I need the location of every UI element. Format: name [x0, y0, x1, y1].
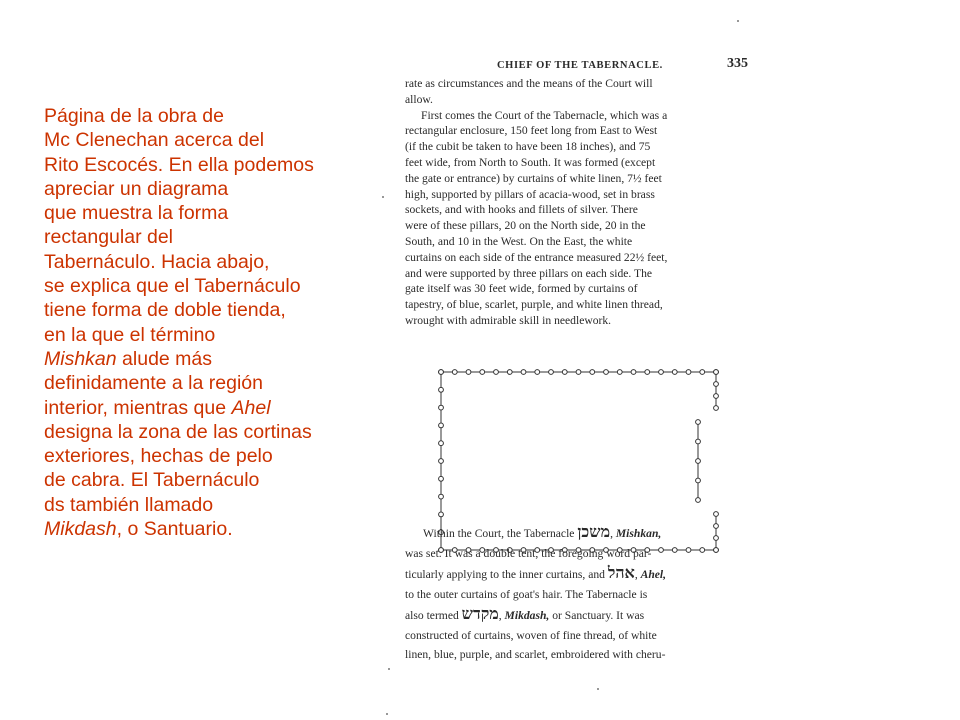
book-page-scan [405, 50, 750, 661]
caption-line: rectangular del [44, 226, 173, 249]
running-head [405, 50, 750, 76]
pillar [439, 387, 444, 392]
text-line: high, supported by pillars of acacia-wood, set in brass [405, 187, 655, 201]
pillar [439, 423, 444, 428]
pillar [494, 370, 499, 375]
pillar [590, 370, 595, 375]
pillar [439, 441, 444, 446]
text-line [405, 522, 750, 544]
text-line: (if the cubit be taken to have been 18 inches), and 75 [405, 140, 651, 154]
text-line: linen, blue, purple, and scarlet, embroidered with cheru- [405, 648, 666, 661]
text-line: First comes the Court of the Tabernacle, which was a [421, 108, 668, 122]
paragraph-3 [405, 522, 750, 665]
term-ahel-en: Ahel, [640, 568, 667, 581]
pillar [439, 459, 444, 464]
caption-line: Mc Clenechan acerca del [44, 129, 265, 152]
text-segment: , [634, 568, 641, 581]
caption-line: definidamente a la región [44, 372, 263, 395]
scan-speck [597, 688, 599, 690]
pillar [562, 370, 567, 375]
pillar [576, 370, 581, 375]
pillar [535, 370, 540, 375]
pillar [696, 478, 701, 483]
spanish-caption [44, 104, 384, 541]
caption-line: en la que el término [44, 323, 216, 346]
pillar [439, 476, 444, 481]
caption-line: Tabernáculo. Hacia abajo, [44, 250, 270, 273]
paragraph-2 [405, 108, 750, 329]
text-line: to the outer curtains of goat's hair. The Tabernacle is [405, 587, 648, 601]
text-line: gate itself was 30 feet wide, formed by curtains of [405, 282, 638, 296]
caption-line: de cabra. El Tabernáculo [44, 469, 260, 492]
hebrew-mishkan: משכן [577, 522, 611, 541]
caption-line: tiene forma de doble tienda, [44, 299, 286, 322]
text-line: sockets, and with hooks and fillets of silver. There [405, 203, 638, 217]
pillar [645, 370, 650, 375]
pillar [507, 370, 512, 375]
text-segment: , [610, 527, 616, 540]
pillar [672, 370, 677, 375]
pillar [439, 405, 444, 410]
text-line: rectangular enclosure, 150 feet long from East to West [405, 124, 658, 138]
caption-line: que muestra la forma [44, 202, 229, 225]
text-segment: or Sanctuary. It was [549, 609, 645, 622]
text-segment: , [498, 609, 505, 622]
scan-speck [382, 196, 384, 198]
pillar [439, 512, 444, 517]
text-line: the gate or entrance) by curtains of white linen, 7½ feet [405, 171, 662, 185]
caption-line: designa la zona de las cortinas [44, 420, 312, 443]
pillar [631, 370, 636, 375]
pillar [696, 439, 701, 444]
text-line: South, and 10 in the West. On the East, the white [405, 234, 633, 248]
pillar [466, 370, 471, 375]
caption-line: se explica que el Tabernáculo [44, 275, 301, 298]
caption-text: interior, mientras que [44, 396, 232, 419]
caption-line: Página de la obra de [44, 105, 224, 127]
hebrew-mikdash: מקדש [461, 604, 499, 623]
caption-line [44, 347, 384, 371]
running-title: CHIEF OF THE TABERNACLE. [497, 60, 663, 71]
pillar [714, 382, 719, 387]
pillar [549, 370, 554, 375]
pillar [521, 370, 526, 375]
pillar [696, 420, 701, 425]
caption-line: Rito Escocés. En ella podemos [44, 153, 314, 176]
text-segment: also termed [405, 609, 462, 622]
text-line: constructed of curtains, woven of fine thread, of white [405, 628, 657, 642]
text-line: wrought with admirable skill in needlework. [405, 313, 612, 327]
text-line: and were supported by three pillars on each side. The [405, 266, 653, 280]
text-line: rate as circumstances and the means of the Court will [405, 77, 653, 90]
text-line [405, 604, 750, 626]
pillar [604, 370, 609, 375]
pillar [696, 459, 701, 464]
scan-speck [386, 713, 388, 715]
text-line: were of these pillars, 20 on the North side, 20 in the [405, 219, 646, 233]
pillar [714, 512, 719, 517]
caption-text: , o Santuario. [116, 518, 233, 541]
pillar [714, 394, 719, 399]
pillar [452, 370, 457, 375]
pillar [439, 494, 444, 499]
term-mishkan-en: Mishkan, [615, 527, 662, 540]
pillar [714, 406, 719, 411]
term-mikdash: Mikdash [44, 518, 117, 541]
text-line: was set. It was a double tent, the foregoing word par- [405, 546, 652, 560]
term-ahel: Ahel [231, 396, 271, 419]
caption-line: apreciar un diagrama [44, 177, 229, 200]
caption-line: exteriores, hechas de pelo [44, 445, 273, 468]
pillar [480, 370, 485, 375]
text-line: allow. [405, 92, 433, 106]
page-number: 335 [727, 56, 748, 71]
hebrew-ahel: אהל [607, 563, 635, 582]
pillar [686, 370, 691, 375]
pillar [696, 498, 701, 503]
caption-text: alude más [116, 347, 213, 370]
caption-line: ds también llamado [44, 493, 214, 516]
caption-line [44, 396, 384, 420]
pillar [714, 370, 719, 375]
text-segment: ticularly applying to the inner curtains, and [405, 568, 608, 581]
text-line: curtains on each side of the entrance measured 22½ feet, [405, 250, 668, 264]
term-mishkan: Mishkan [44, 347, 117, 370]
text-line: tapestry, of blue, scarlet, purple, and white linen thread, [405, 298, 663, 312]
pillar [659, 370, 664, 375]
term-mikdash-en: Mikdash, [504, 609, 550, 622]
paragraph-1 [405, 76, 750, 108]
pillar [700, 370, 705, 375]
scan-speck [737, 20, 739, 22]
text-line: feet wide, from North to South. It was formed (except [405, 155, 656, 169]
scan-speck [388, 668, 390, 670]
pillar [439, 370, 444, 375]
caption-line [44, 517, 384, 541]
text-segment: Within the Court, the Tabernacle [423, 527, 578, 540]
pillar [617, 370, 622, 375]
text-line [405, 563, 750, 585]
